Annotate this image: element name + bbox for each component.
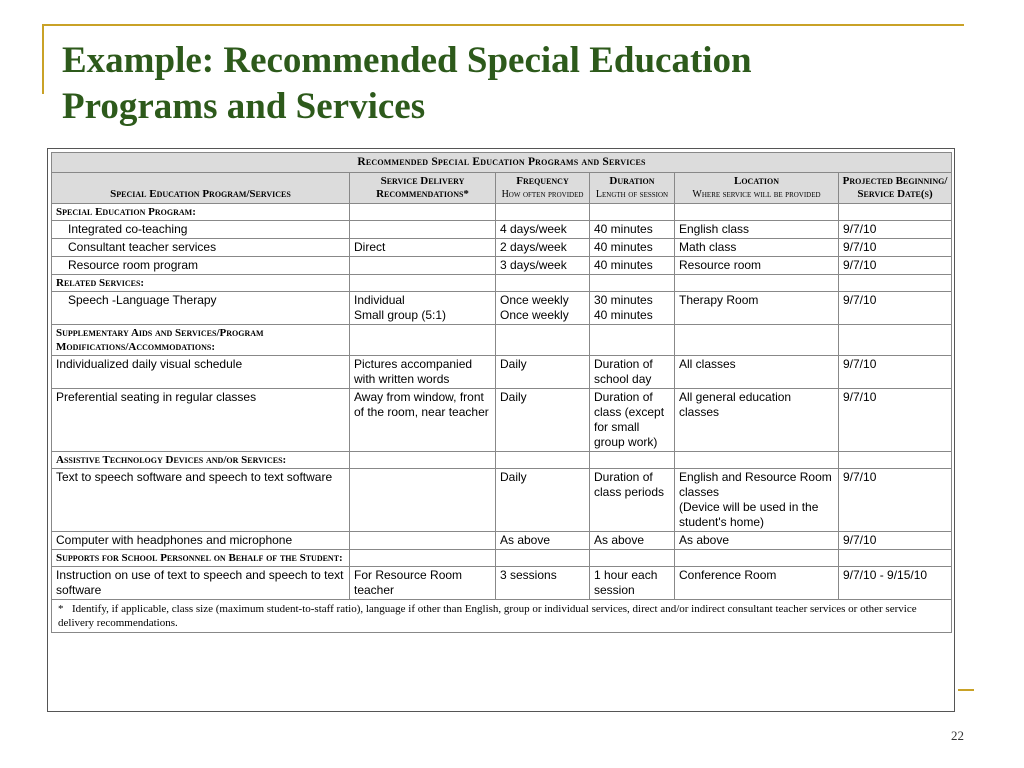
cell-delivery: Pictures accompanied with written words (350, 356, 496, 389)
cell-location: All general education classes (675, 389, 839, 452)
header-date: Projected Beginning/ Service Date(s) (839, 173, 952, 204)
services-table (51, 152, 952, 633)
cell-location-line: English and Resource Room classes (679, 470, 832, 499)
slide-frame-left-line (42, 24, 44, 94)
section-label: Supplementary Aids and Services/Program Modifications/Accommodations: (52, 325, 350, 356)
header-duration-sub: Length of session (595, 189, 669, 200)
slide-title-line2: Programs and Services (62, 86, 426, 127)
cell-program: Preferential seating in regular classes (52, 389, 350, 452)
slide-frame-right-tick (958, 689, 974, 691)
cell-date: 9/7/10 (839, 292, 952, 325)
cell-program: Individualized daily visual schedule (52, 356, 350, 389)
header-location-sub: Where service will be provided (692, 189, 821, 200)
cell-delivery (350, 292, 496, 325)
table-row (52, 469, 952, 532)
cell-duration: Duration of school day (590, 356, 675, 389)
cell-location: Therapy Room (675, 292, 839, 325)
table-row (52, 257, 952, 275)
cell-delivery: Away from window, front of the room, near teacher (350, 389, 496, 452)
footnote-row (52, 600, 952, 633)
table-header-row (52, 173, 952, 204)
cell-duration: Duration of class (except for small group work) (590, 389, 675, 452)
cell-frequency: Daily (496, 389, 590, 452)
header-duration (590, 173, 675, 204)
footnote (52, 600, 952, 633)
slide-title-line1: Example: Recommended Special Education (62, 40, 752, 81)
header-duration-title: Duration (609, 175, 655, 187)
cell-duration: 1 hour each session (590, 567, 675, 600)
cell-date: 9/7/10 - 9/15/10 (839, 567, 952, 600)
table-row (52, 239, 952, 257)
table-row (52, 221, 952, 239)
cell-date: 9/7/10 (839, 532, 952, 550)
cell-frequency: As above (496, 532, 590, 550)
page-number: 22 (951, 728, 964, 743)
cell-date: 9/7/10 (839, 257, 952, 275)
section-label: Related Services: (52, 275, 350, 292)
cell-location-line: (Device will be used in the student's home) (679, 500, 819, 529)
slide-frame-top-line (42, 24, 964, 26)
section-row-related (52, 275, 952, 292)
cell-frequency (496, 292, 590, 325)
cell-delivery (350, 221, 496, 239)
cell-location: English class (675, 221, 839, 239)
cell-delivery-line: Individual (354, 293, 405, 307)
footnote-mark: * (58, 603, 64, 615)
cell-frequency: 3 sessions (496, 567, 590, 600)
header-program: Special Education Program/Services (52, 173, 350, 204)
cell-program: Speech -Language Therapy (52, 292, 350, 325)
cell-location: Conference Room (675, 567, 839, 600)
cell-location (675, 469, 839, 532)
cell-delivery (350, 257, 496, 275)
table-row (52, 389, 952, 452)
header-location-title: Location (734, 175, 779, 187)
section-label: Assistive Technology Devices and/or Services: (52, 452, 350, 469)
cell-duration (590, 292, 675, 325)
section-row-assistive (52, 452, 952, 469)
cell-location: As above (675, 532, 839, 550)
cell-duration-line: 30 minutes (594, 293, 653, 307)
cell-duration: As above (590, 532, 675, 550)
table-row (52, 292, 952, 325)
cell-duration: 40 minutes (590, 257, 675, 275)
cell-delivery: For Resource Room teacher (350, 567, 496, 600)
table-banner-row (52, 153, 952, 173)
header-frequency-title: Frequency (516, 175, 569, 187)
cell-date: 9/7/10 (839, 356, 952, 389)
cell-location: Resource room (675, 257, 839, 275)
cell-frequency: Daily (496, 356, 590, 389)
header-location (675, 173, 839, 204)
cell-delivery (350, 532, 496, 550)
header-frequency-sub: How often provided (501, 189, 584, 200)
cell-duration: 40 minutes (590, 239, 675, 257)
cell-program: Resource room program (52, 257, 350, 275)
cell-delivery: Direct (350, 239, 496, 257)
footnote-text: Identify, if applicable, class size (maximum student-to-staff ratio), language if other than English, group or individual services, direct and/or indirect consultant teacher services or other service delivery recommendations. (58, 603, 917, 629)
cell-delivery (350, 469, 496, 532)
cell-date: 9/7/10 (839, 239, 952, 257)
services-table-container (47, 148, 955, 712)
cell-program: Computer with headphones and microphone (52, 532, 350, 550)
cell-location: Math class (675, 239, 839, 257)
cell-program: Consultant teacher services (52, 239, 350, 257)
cell-delivery-line: Small group (5:1) (354, 308, 447, 322)
cell-date: 9/7/10 (839, 469, 952, 532)
table-row (52, 356, 952, 389)
table-banner: Recommended Special Education Programs and Services (52, 153, 952, 173)
cell-program: Instruction on use of text to speech and speech to text software (52, 567, 350, 600)
slide-title (62, 38, 962, 130)
cell-frequency: 4 days/week (496, 221, 590, 239)
table-row (52, 567, 952, 600)
cell-frequency-line: Once weekly (500, 293, 569, 307)
cell-program: Integrated co-teaching (52, 221, 350, 239)
cell-date: 9/7/10 (839, 389, 952, 452)
section-row-supports (52, 550, 952, 567)
cell-duration-line: 40 minutes (594, 308, 653, 322)
header-frequency (496, 173, 590, 204)
cell-duration: Duration of class periods (590, 469, 675, 532)
section-label: Special Education Program: (52, 204, 350, 221)
cell-frequency: Daily (496, 469, 590, 532)
cell-frequency-line: Once weekly (500, 308, 569, 322)
table-row (52, 532, 952, 550)
section-label: Supports for School Personnel on Behalf of the Student: (52, 550, 350, 567)
cell-location: All classes (675, 356, 839, 389)
cell-duration: 40 minutes (590, 221, 675, 239)
section-row-sped (52, 204, 952, 221)
header-delivery: Service Delivery Recommendations* (350, 173, 496, 204)
cell-program: Text to speech software and speech to text software (52, 469, 350, 532)
cell-date: 9/7/10 (839, 221, 952, 239)
cell-frequency: 3 days/week (496, 257, 590, 275)
cell-frequency: 2 days/week (496, 239, 590, 257)
section-row-supplementary (52, 325, 952, 356)
